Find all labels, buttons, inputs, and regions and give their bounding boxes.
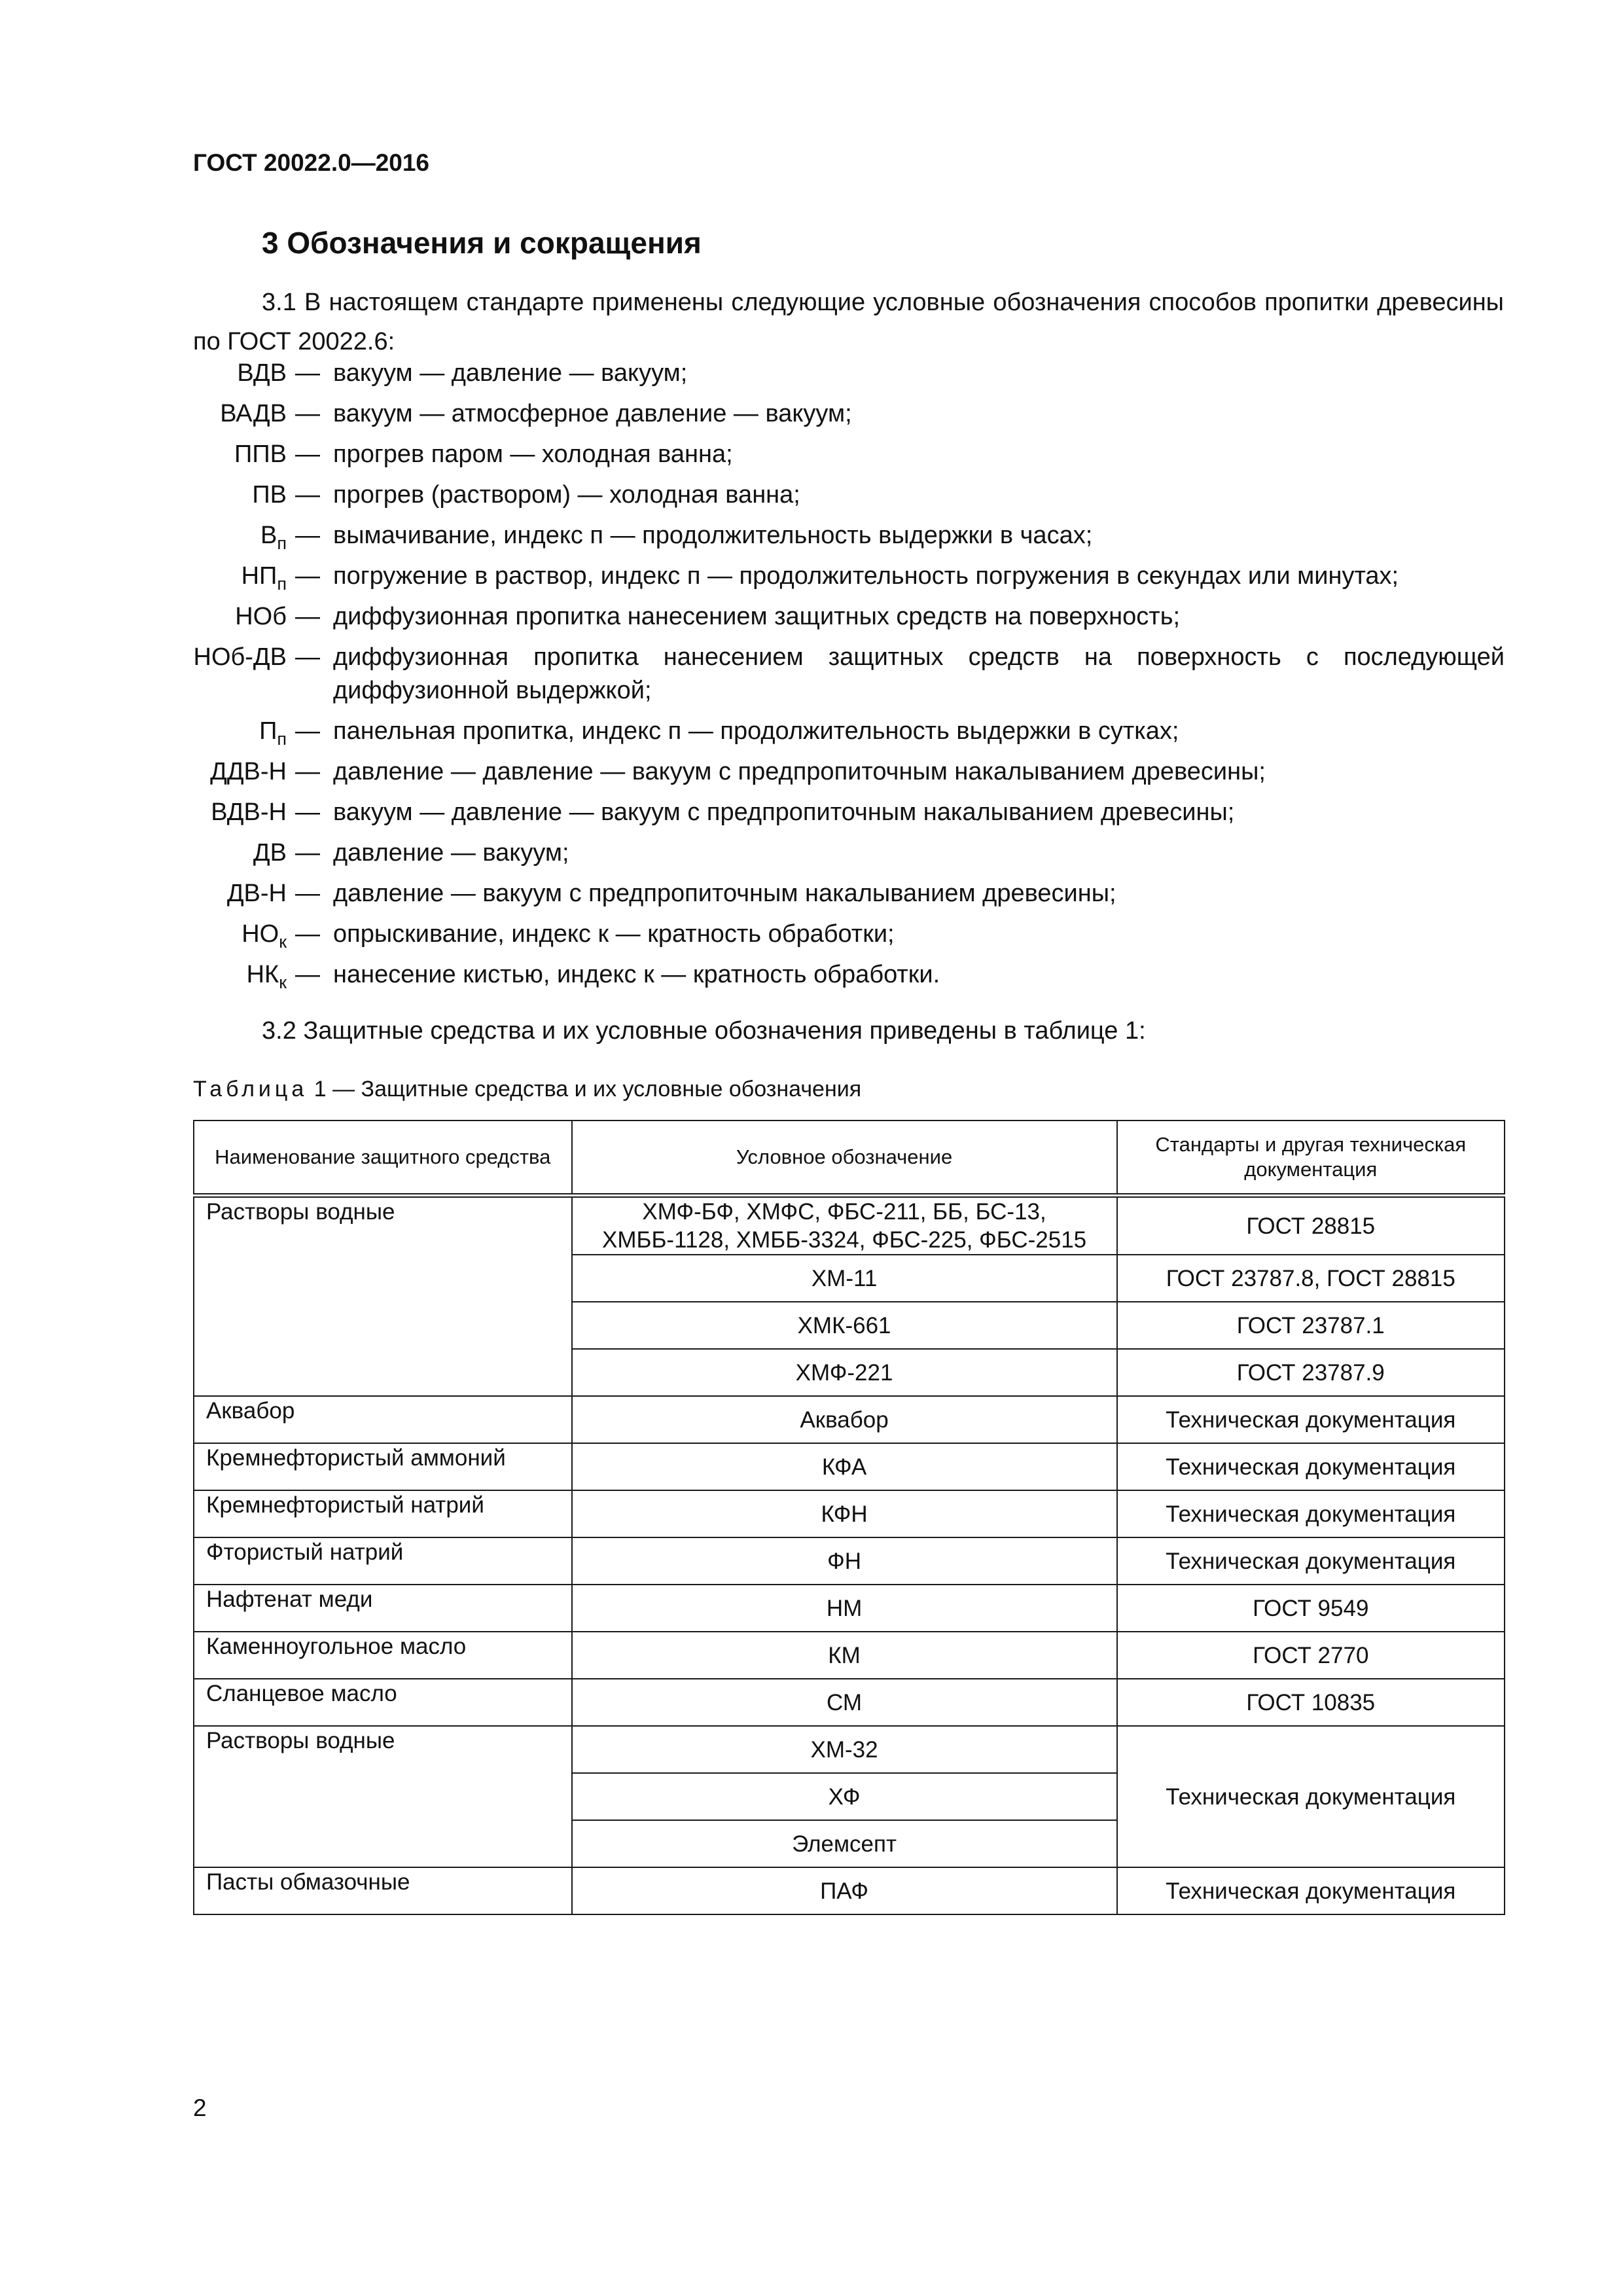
cell-symbol: Аквабор: [572, 1396, 1117, 1443]
abbreviation-dash: —: [295, 400, 320, 427]
protective-agents-table: [193, 1120, 1505, 1915]
abbreviation-item: [0, 715, 1623, 755]
cell-standard: Техническая документация: [1117, 1726, 1505, 1867]
cell-symbol: КФА: [572, 1443, 1117, 1490]
cell-name: Нафтенат меди: [194, 1585, 572, 1632]
table-caption-prefix: Таблица: [193, 1077, 308, 1102]
abbreviation-description: вакуум — атмосферное давление — вакуум;: [333, 400, 852, 427]
page-number: 2: [193, 2094, 207, 2121]
abbreviation-dash: —: [295, 717, 320, 745]
cell-standard: ГОСТ 9549: [1117, 1585, 1505, 1632]
abbreviation-dash: —: [295, 920, 320, 948]
abbreviation-list: [0, 357, 1623, 999]
cell-name: Кремнефтористый аммоний: [194, 1443, 572, 1490]
abbreviation-item: [0, 877, 1623, 918]
cell-symbol: ПАФ: [572, 1867, 1117, 1914]
abbreviation-item: [0, 796, 1623, 836]
abbreviation-dash: —: [295, 562, 320, 590]
abbreviation-description: панельная пропитка, индекс п — продолжительность выдержки в сутках;: [333, 717, 1179, 745]
abbreviation-dash: —: [295, 481, 320, 509]
abbreviation-dash: —: [295, 643, 320, 671]
abbreviation-description: давление — вакуум с предпропиточным накалыванием древесины;: [333, 880, 1116, 907]
table-row: [194, 1396, 1505, 1443]
table-caption-text: 1 — Защитные средства и их условные обозначения: [308, 1077, 862, 1102]
table-row: [194, 1585, 1505, 1632]
section-title: 3 Обозначения и сокращения: [262, 226, 702, 260]
abbreviation-description: опрыскивание, индекс к — кратность обработки;: [333, 920, 895, 948]
abbreviation-description: прогрев паром — холодная ванна;: [333, 440, 733, 468]
table-row: [194, 1490, 1505, 1537]
abbreviation-code: $НП_п$: [241, 562, 287, 594]
abbreviation-item: [0, 958, 1623, 999]
cell-name: Растворы водные: [194, 1726, 572, 1867]
abbreviation-code: ВАДВ: [220, 400, 287, 427]
table-header-row: [194, 1121, 1505, 1196]
abbreviation-dash: —: [295, 798, 320, 826]
table-row: [194, 1867, 1505, 1914]
cell-symbol: ХМ-32: [572, 1726, 1117, 1773]
abbreviation-description: диффузионная пропитка нанесением защитных средств на поверхность с последующей диффузионной выдержкой;: [333, 643, 1505, 704]
abbreviation-dash: —: [295, 839, 320, 867]
table-row: [194, 1537, 1505, 1585]
abbreviation-code: ВДВ-Н: [211, 798, 287, 826]
abbreviation-item: [0, 357, 1623, 397]
abbreviation-description: вакуум — давление — вакуум;: [333, 359, 688, 387]
abbreviation-dash: —: [295, 359, 320, 387]
header-standard: Стандарты и другая техническая документация: [1117, 1121, 1505, 1196]
cell-name: Сланцевое масло: [194, 1679, 572, 1726]
table-caption: [193, 1077, 861, 1102]
cell-standard: ГОСТ 23787.9: [1117, 1349, 1505, 1396]
cell-standard: ГОСТ 10835: [1117, 1679, 1505, 1726]
cell-symbol: КМ: [572, 1632, 1117, 1679]
abbreviation-dash: —: [295, 961, 320, 988]
abbreviation-dash: —: [295, 522, 320, 549]
document-code: ГОСТ 20022.0—2016: [193, 149, 430, 176]
abbreviation-code: ДДВ-Н: [210, 758, 287, 785]
table-row: [194, 1443, 1505, 1490]
cell-standard: ГОСТ 23787.8, ГОСТ 28815: [1117, 1255, 1505, 1302]
cell-name: Пасты обмазочные: [194, 1867, 572, 1914]
table-row: [194, 1679, 1505, 1726]
abbreviation-item: [0, 755, 1623, 796]
abbreviation-code: ПВ: [252, 481, 287, 509]
abbreviation-item: [0, 438, 1623, 478]
cell-name: Каменноугольное масло: [194, 1632, 572, 1679]
cell-symbol: ХМК-661: [572, 1302, 1117, 1349]
abbreviation-item: [0, 641, 1623, 715]
abbreviation-code: $П_п$: [259, 717, 287, 749]
abbreviation-code: ППВ: [234, 440, 287, 468]
abbreviation-description: прогрев (раствором) — холодная ванна;: [333, 481, 800, 509]
cell-symbol: ФН: [572, 1537, 1117, 1585]
cell-symbol: ХМФ-БФ, ХМФС, ФБС-211, ББ, БС-13, ХМББ-1128, ХМББ-3324, ФБС-225, ФБС-2515: [572, 1196, 1117, 1255]
header-symbol: Условное обозначение: [572, 1121, 1117, 1196]
abbreviation-item: [0, 560, 1623, 600]
cell-standard: Техническая документация: [1117, 1443, 1505, 1490]
abbreviation-item: [0, 519, 1623, 560]
abbreviation-description: диффузионная пропитка нанесением защитных средств на поверхность;: [333, 603, 1181, 630]
table-row: [194, 1726, 1505, 1773]
cell-symbol: ХМ-11: [572, 1255, 1117, 1302]
abbreviation-dash: —: [295, 880, 320, 907]
cell-standard: Техническая документация: [1117, 1867, 1505, 1914]
abbreviation-code: НОб: [235, 603, 287, 630]
cell-symbol: ХМФ-221: [572, 1349, 1117, 1396]
abbreviation-code: $НК_к$: [246, 961, 287, 992]
paragraph-3-2: 3.2 Защитные средства и их условные обозначения приведены в таблице 1:: [262, 1017, 1146, 1045]
abbreviation-code: ДВ: [253, 839, 287, 867]
cell-symbol: НМ: [572, 1585, 1117, 1632]
cell-standard: Техническая документация: [1117, 1537, 1505, 1585]
abbreviation-item: [0, 918, 1623, 958]
cell-name: Растворы водные: [194, 1196, 572, 1397]
cell-standard: Техническая документация: [1117, 1490, 1505, 1537]
cell-symbol: ХФ: [572, 1773, 1117, 1820]
cell-name: Аквабор: [194, 1396, 572, 1443]
abbreviation-code: ДВ-Н: [226, 880, 287, 907]
abbreviation-dash: —: [295, 440, 320, 468]
abbreviation-description: погружение в раствор, индекс п — продолжительность погружения в секундах или минутах;: [333, 562, 1399, 590]
abbreviation-item: [0, 397, 1623, 438]
cell-name: Кремнефтористый натрий: [194, 1490, 572, 1537]
header-name: Наименование защитного средства: [194, 1121, 572, 1196]
abbreviation-code: $НО_к$: [241, 920, 287, 952]
abbreviation-item: [0, 836, 1623, 877]
abbreviation-dash: —: [295, 758, 320, 785]
paragraph-3-1: 3.1 В настоящем стандарте применены следующие условные обозначения способов пропитки древесины по ГОСТ 20022.6:: [193, 289, 1504, 355]
abbreviation-description: нанесение кистью, индекс к — кратность обработки.: [333, 961, 940, 988]
abbreviation-description: давление — вакуум;: [333, 839, 569, 867]
abbreviation-item: [0, 478, 1623, 519]
table-row: [194, 1632, 1505, 1679]
abbreviation-code: НОб-ДВ: [193, 643, 287, 671]
cell-symbol: СМ: [572, 1679, 1117, 1726]
cell-name: Фтористый натрий: [194, 1537, 572, 1585]
abbreviation-dash: —: [295, 603, 320, 630]
cell-symbol: КФН: [572, 1490, 1117, 1537]
cell-standard: ГОСТ 23787.1: [1117, 1302, 1505, 1349]
abbreviation-description: вымачивание, индекс п — продолжительность выдержки в часах;: [333, 522, 1093, 549]
table-row: [194, 1196, 1505, 1255]
cell-symbol: Элемсепт: [572, 1820, 1117, 1867]
cell-standard: ГОСТ 2770: [1117, 1632, 1505, 1679]
abbreviation-code: ВДВ: [237, 359, 287, 387]
abbreviation-code: $В_п$: [260, 522, 287, 553]
abbreviation-description: давление — давление — вакуум с предпропиточным накалыванием древесины;: [333, 758, 1266, 785]
abbreviation-item: [0, 600, 1623, 641]
cell-standard: Техническая документация: [1117, 1396, 1505, 1443]
abbreviation-description: вакуум — давление — вакуум с предпропиточным накалыванием древесины;: [333, 798, 1235, 826]
cell-standard: ГОСТ 28815: [1117, 1196, 1505, 1255]
